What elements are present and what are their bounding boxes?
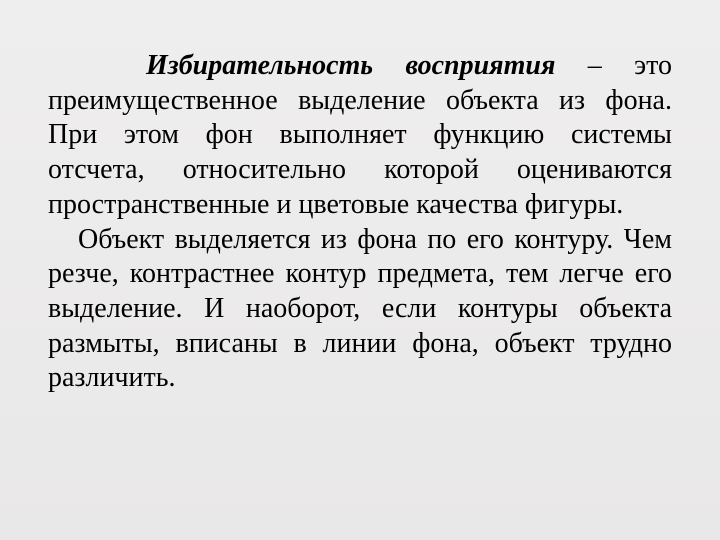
definition-term: Избирательность восприятия	[146, 50, 556, 81]
definition-text: – это преимущественное выделение объекта из фона. При этом фон выполняет функцию системы отсчета, относительно которой оцениваются пространственные и цветовые качества фигуры.	[48, 50, 673, 220]
explanation-paragraph: Объект выделяется из фона по его контуру. Чем резче, контрастнее контур предмета, тем легче его выделение. И наоборот, если контуры объекта размыты, вписаны в линии фона, объект трудно различить.	[48, 223, 672, 394]
slide-text-block	[48, 49, 672, 396]
definition-paragraph	[48, 49, 672, 223]
